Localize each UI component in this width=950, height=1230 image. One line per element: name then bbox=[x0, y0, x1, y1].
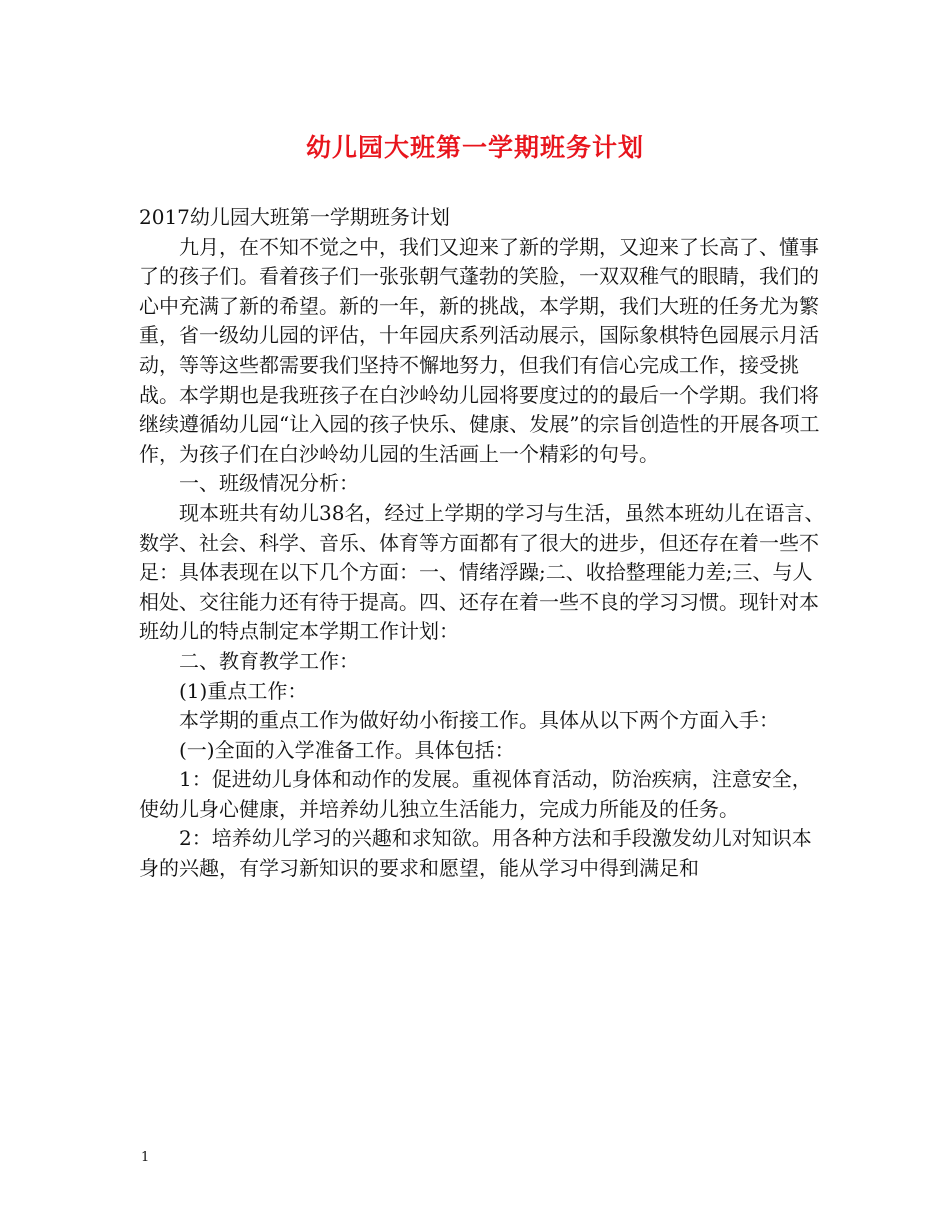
document-body bbox=[139, 203, 829, 884]
document-title: 幼儿园大班第一学期班务计划 bbox=[305, 133, 644, 162]
subheading-key-work: (1)重点工作： bbox=[179, 678, 308, 703]
page-number: 1 bbox=[141, 1150, 150, 1165]
section-heading-teaching-work: 二、教育教学工作： bbox=[179, 648, 359, 673]
list-item-physical-development: 1：促进幼儿身体和动作的发展。重视体育活动，防治疾病，注意安全，使幼儿身心健康，并培养幼儿独立生活能力，完成力所能及的任务。 bbox=[139, 767, 812, 821]
section-heading-class-analysis: 一、班级情况分析： bbox=[179, 471, 359, 496]
subheading-school-prep: (一)全面的入学准备工作。具体包括： bbox=[179, 737, 515, 762]
paragraph-intro: 九月，在不知不觉之中，我们又迎来了新的学期，又迎来了长高了、懂事了的孩子们。看着孩子们一张张朝气蓬勃的笑脸，一双双稚气的眼睛，我们的心中充满了新的希望。新的一年，新的挑战，本学期，我们大班的任务尤为繁重，省一级幼儿园的评估，十年园庆系列活动展示，国际象棋特色园展示月活动，等等这些都需要我们坚持不懈地努力，但我们有信心完成工作，接受挑战。本学期也是我班孩子在白沙岭幼儿园将要度过的的最后一个学期。我们将继续遵循幼儿园“让入园的孩子快乐、健康、发展”的宗旨创造性的开展各项工作，为孩子们在白沙岭幼儿园的生活画上一个精彩的句号。 bbox=[139, 234, 820, 466]
paragraph-key-work: 本学期的重点工作为做好幼小衔接工作。具体从以下两个方面入手： bbox=[179, 708, 779, 733]
list-item-learning-interest: 2：培养幼儿学习的兴趣和求知欲。用各种方法和手段激发幼儿对知识本身的兴趣，有学习新知识的要求和愿望，能从学习中得到满足和 bbox=[139, 826, 812, 881]
document-subtitle: 2017幼儿园大班第一学期班务计划 bbox=[139, 205, 450, 229]
paragraph-class-analysis: 现本班共有幼儿38名，经过上学期的学习与生活，虽然本班幼儿在语言、数学、社会、科学、音乐、体育等方面都有了很大的进步，但还存在着一些不足：具体表现在以下几个方面：一、情绪浮躁;二、收拾整理能力差;三、与人相处、交往能力还有待于提高。四、还存在着一些不良的学习习惯。现针对本班幼儿的特点制定本学期工作计划： bbox=[139, 500, 825, 644]
